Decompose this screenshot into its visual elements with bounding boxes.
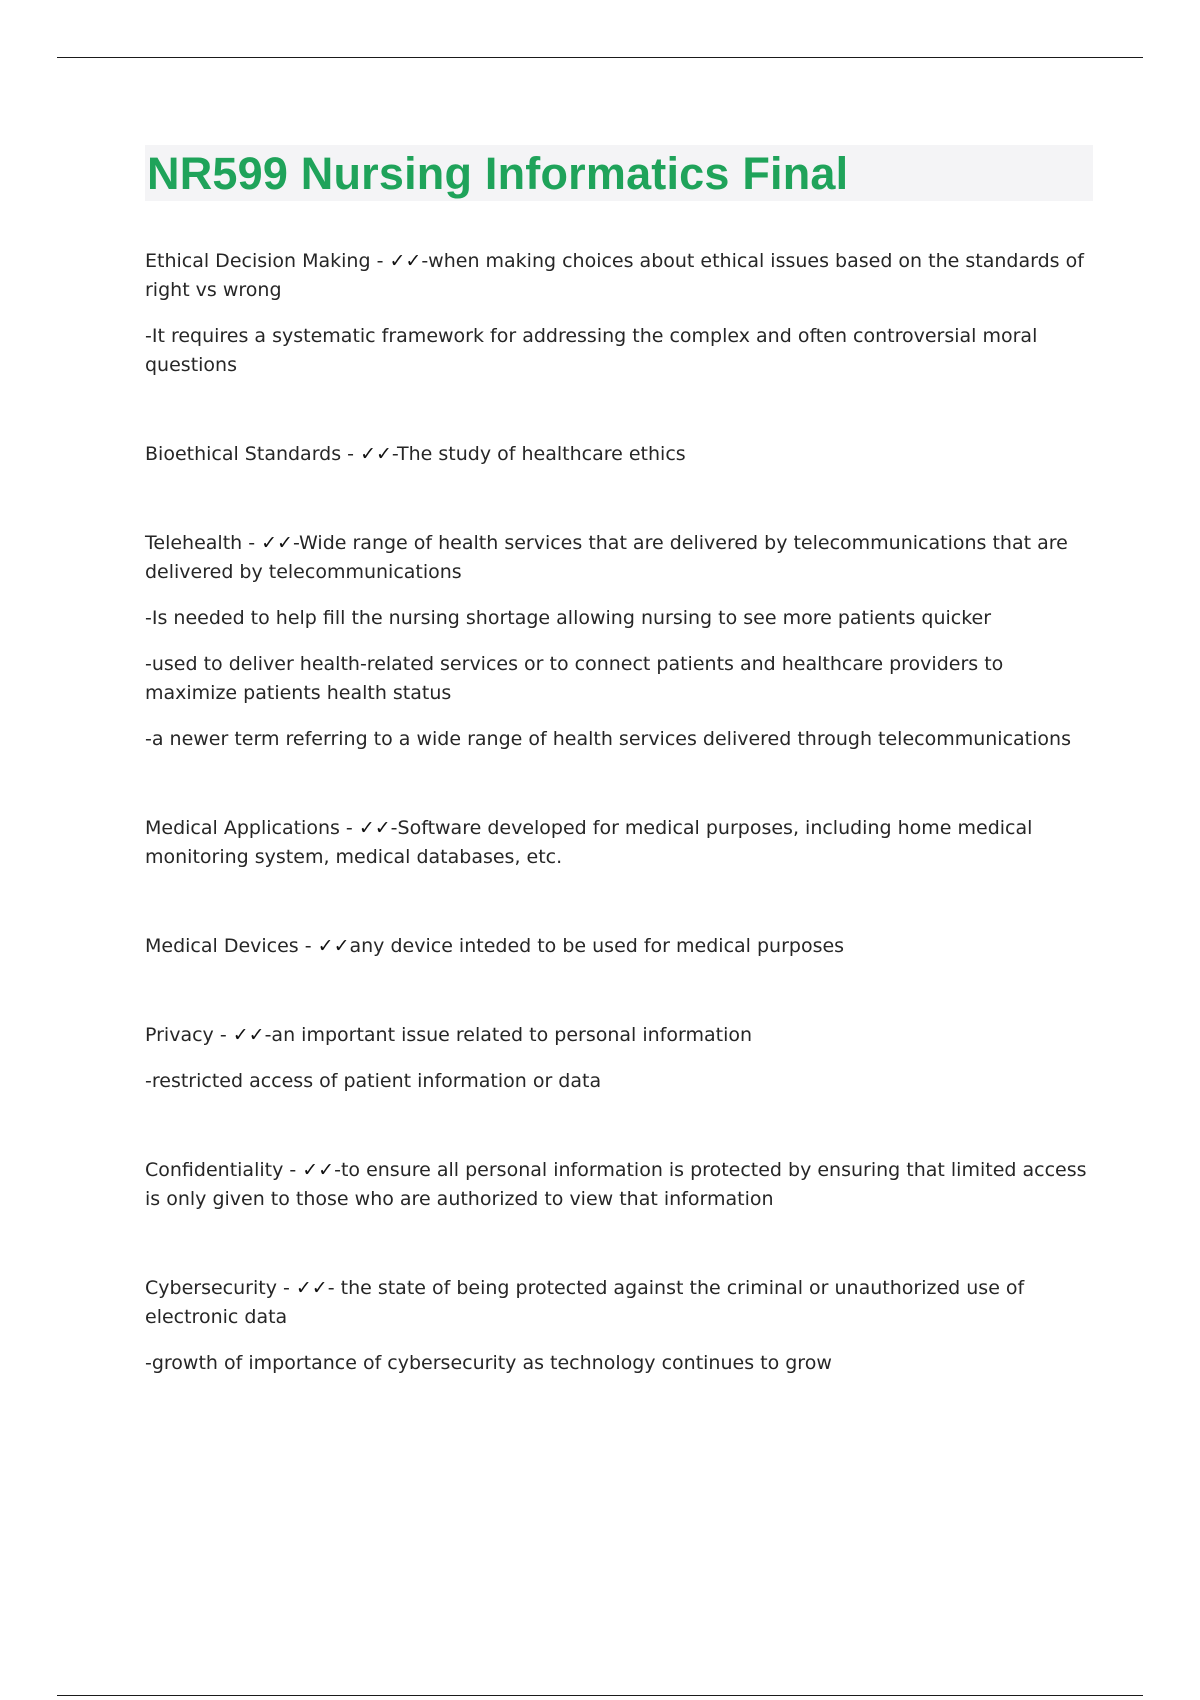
entry-extra-line: -It requires a systematic framework for addressing the complex and often controversial moral questions xyxy=(145,325,1038,376)
flashcard-entry xyxy=(145,814,1093,872)
entry-definition: -to ensure all personal information is protected by ensuring that limited access is only given to those who are authorized to view that information xyxy=(145,1159,1087,1210)
entry-extra-line: -growth of importance of cybersecurity as technology continues to grow xyxy=(145,1352,832,1374)
entry-term: Ethical Decision Making - xyxy=(145,250,390,272)
flashcard-entry xyxy=(145,932,1093,961)
entry-extra-line: -Is needed to help fill the nursing shortage allowing nursing to see more patients quicker xyxy=(145,607,992,629)
entry-term: Medical Applications - xyxy=(145,817,359,839)
document-title: NR599 Nursing Informatics Final xyxy=(147,147,849,199)
entry-main-line xyxy=(145,1156,1093,1214)
bottom-rule xyxy=(57,1695,1143,1696)
check-mark-icon: ✓✓ xyxy=(302,1159,335,1181)
flashcard-entry xyxy=(145,247,1093,380)
entry-definition: -an important issue related to personal information xyxy=(264,1024,753,1046)
top-rule xyxy=(57,57,1143,58)
entry-extra-line: -used to deliver health-related services or to connect patients and healthcare providers to maximize patients health status xyxy=(145,653,1004,704)
entry-term: Cybersecurity - xyxy=(145,1277,296,1299)
check-mark-icon: ✓✓ xyxy=(317,935,350,957)
entry-main-line xyxy=(145,932,1093,961)
check-mark-icon: ✓✓ xyxy=(360,443,392,465)
entry-list xyxy=(145,247,1093,1378)
document-body xyxy=(145,145,1093,1438)
entry-term: Bioethical Standards - xyxy=(145,443,361,465)
flashcard-entry xyxy=(145,1274,1093,1378)
entry-main-line xyxy=(145,814,1093,872)
entry-definition: -The study of healthcare ethics xyxy=(391,443,686,465)
entry-term: Telehealth - xyxy=(145,532,262,554)
entry-main-line xyxy=(145,1274,1093,1332)
entry-main-line xyxy=(145,247,1093,305)
check-mark-icon: ✓✓ xyxy=(261,532,293,554)
entry-extra-line: -restricted access of patient information or data xyxy=(145,1070,602,1092)
entry-definition: any device inteded to be used for medical purposes xyxy=(349,935,845,957)
flashcard-entry xyxy=(145,440,1093,469)
entry-definition: -Software developed for medical purposes, including home medical monitoring system, medical databases, etc. xyxy=(145,817,1033,868)
check-mark-icon: ✓✓ xyxy=(389,250,422,272)
entry-term: Confidentiality - xyxy=(145,1159,303,1181)
entry-main-line xyxy=(145,529,1093,587)
entry-definition: -Wide range of health services that are delivered by telecommunications that are delivered by telecommunications xyxy=(145,532,1068,583)
check-mark-icon: ✓✓ xyxy=(295,1277,328,1299)
title-bar xyxy=(145,145,1093,201)
entry-main-line xyxy=(145,1021,1093,1050)
entry-extra-line: -a newer term referring to a wide range of health services delivered through telecommunications xyxy=(145,728,1071,750)
entry-term: Medical Devices - xyxy=(145,935,318,957)
flashcard-entry xyxy=(145,529,1093,754)
entry-term: Privacy - xyxy=(145,1024,233,1046)
entry-definition: - the state of being protected against the criminal or unauthorized use of electronic data xyxy=(145,1277,1025,1328)
flashcard-entry xyxy=(145,1021,1093,1096)
entry-definition: -when making choices about ethical issues based on the standards of right vs wrong xyxy=(145,250,1084,301)
entry-main-line xyxy=(145,440,1093,469)
check-mark-icon: ✓✓ xyxy=(232,1024,265,1046)
check-mark-icon: ✓✓ xyxy=(358,817,391,839)
flashcard-entry xyxy=(145,1156,1093,1214)
